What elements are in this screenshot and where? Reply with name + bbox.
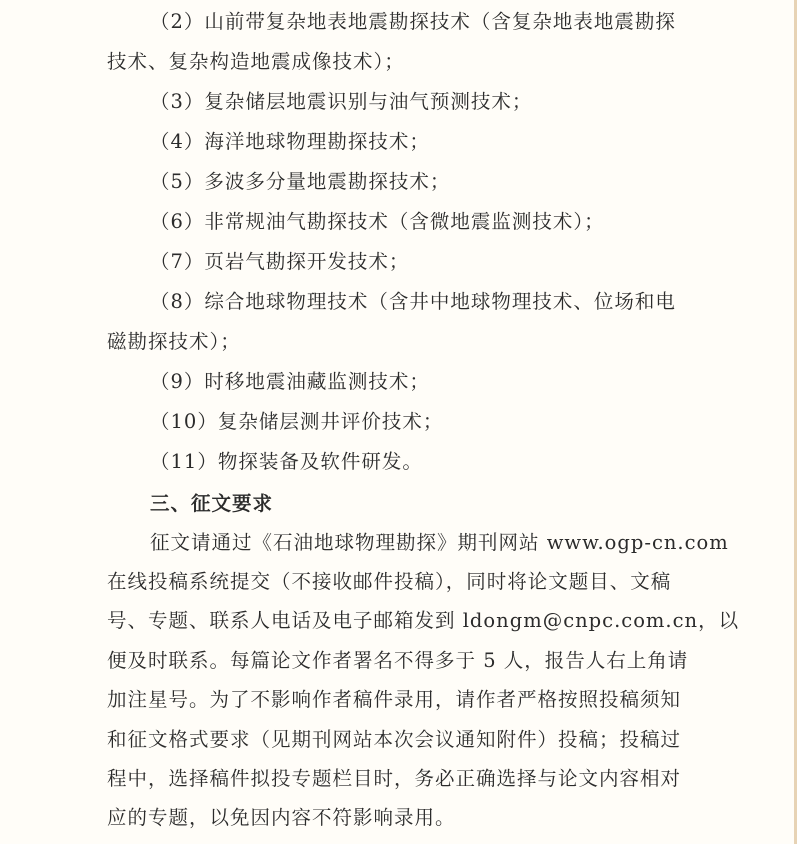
list-item-5: （5）多波多分量地震勘探技术； [150,170,451,193]
list-item-11: （11）物探装备及软件研发。 [150,450,423,473]
list-item-8-line-1: （8）综合地球物理技术（含井中地球物理技术、位场和电 [150,290,676,313]
section-heading: 三、征文要求 [150,492,274,515]
paragraph-line-2: 在线投稿系统提交（不接收邮件投稿），同时将论文题目、文稿 [107,570,672,593]
list-item-10: （10）复杂储层测井评价技术； [150,410,444,433]
paragraph-line-1: 征文请通过《石油地球物理勘探》期刊网站 www.ogp-cn.com [150,531,729,554]
paragraph-line-8: 应的专题，以免因内容不符影响录用。 [107,806,456,829]
paragraph-line-5: 加注星号。为了不影响作者稿件录用，请作者严格按照投稿须知 [107,688,682,711]
paragraph-line-4: 便及时联系。每篇论文作者署名不得多于 5 人，报告人右上角请 [107,649,689,672]
paragraph-line-6: 和征文格式要求（见期刊网站本次会议通知附件）投稿；投稿过 [107,728,682,751]
list-item-2-line-1: （2）山前带复杂地表地震勘探技术（含复杂地表地震勘探 [150,10,676,33]
paragraph-line-3: 号、专题、联系人电话及电子邮箱发到 ldongm@cnpc.com.cn，以 [107,609,740,632]
list-item-7: （7）页岩气勘探开发技术； [150,250,410,273]
list-item-3: （3）复杂储层地震识别与油气预测技术； [150,90,533,113]
list-item-8-line-2: 磁勘探技术）； [107,330,241,353]
list-item-6: （6）非常规油气勘探技术（含微地震监测技术）； [150,210,605,233]
paragraph-line-7: 程中，选择稿件拟投专题栏目时，务必正确选择与论文内容相对 [107,767,682,790]
list-item-9: （9）时移地震油藏监测技术； [150,370,430,393]
list-item-4: （4）海洋地球物理勘探技术； [150,130,430,153]
list-item-2-line-2: 技术、复杂构造地震成像技术）； [107,50,405,73]
